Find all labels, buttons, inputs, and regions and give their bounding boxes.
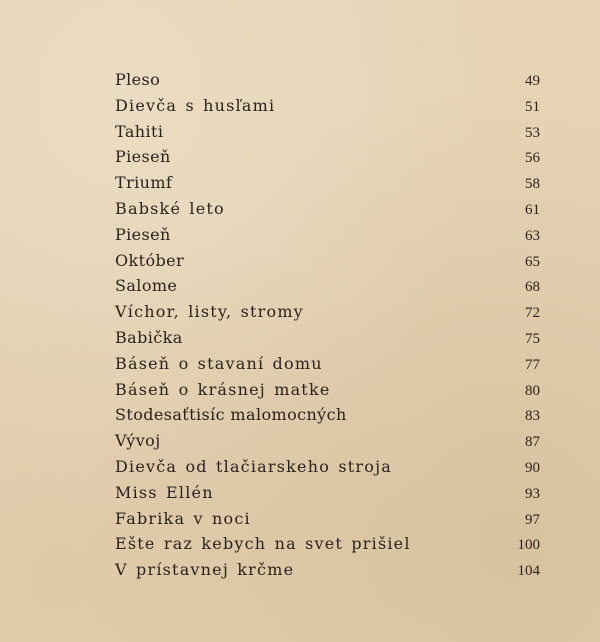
toc-entry-page: 104 [517,563,540,580]
toc-entry [115,557,540,583]
toc-entry-title: Babské leto [115,198,225,218]
toc-entry [115,144,540,170]
toc-entry-page: 63 [525,227,540,244]
toc-entry-title: Triumf [115,173,173,193]
toc-entry-title: Tahiti [115,121,164,141]
toc-entry-title: Dievča s husľami [115,95,276,115]
toc-entry-page: 53 [525,124,540,141]
toc-entry-page: 93 [525,485,540,502]
toc-entry [115,93,540,119]
toc-entry [115,170,540,196]
toc-entry [115,273,540,299]
toc-entry-title: V prístavnej krčme [115,560,295,580]
toc-entry-page: 65 [525,253,540,270]
toc-entry [115,454,540,480]
toc-entry-title: Salome [115,276,178,296]
toc-entry-title: Babička [115,327,183,347]
toc-entry-page: 51 [525,98,540,115]
toc-entry-page: 100 [517,537,540,554]
toc-entry-page: 72 [525,305,540,322]
toc-entry-title: Miss Ellén [115,482,214,502]
toc-entry-page: 90 [525,459,540,476]
toc-entry-title: Ešte raz kebych na svet prišiel [115,534,411,554]
toc-entry-title: Stodesaťtisíc malomocných [115,405,347,425]
toc-entry-page: 87 [525,434,540,451]
toc-entry-title: Báseň o stavaní domu [115,353,323,373]
toc-entry [115,428,540,454]
toc-entry-title: Báseň o krásnej matke [115,379,331,399]
toc-entry-page: 80 [525,382,540,399]
toc-entry-title: Pieseň [115,147,171,167]
toc-entry [115,196,540,222]
toc-entry [115,119,540,145]
toc-entry-page: 97 [525,511,540,528]
toc-entry [115,299,540,325]
toc-entry [115,531,540,557]
toc-entry-title: Pieseň [115,224,171,244]
toc-entry [115,325,540,351]
toc-entry-title: Vývoj [115,431,161,451]
toc-entry-page: 83 [525,408,540,425]
toc-entry-page: 49 [525,73,540,89]
toc-entry [115,480,540,506]
toc-entry [115,506,540,532]
toc-entry-title: Dievča od tlačiarskeho stroja [115,456,392,476]
toc-entry-title: Víchor, listy, stromy [115,302,304,322]
toc-entry-page: 58 [525,176,540,193]
toc-entry [115,222,540,248]
toc-entry [115,377,540,403]
toc-entry-title: Október [115,250,185,270]
toc-entry-page: 75 [525,330,540,347]
toc-entry-page: 61 [525,201,540,218]
toc-entry-page: 77 [525,356,540,373]
toc-entry [115,248,540,274]
toc-entry [115,402,540,428]
toc-entry-title: Fabrika v noci [115,508,251,528]
toc-entry-page: 68 [525,279,540,296]
toc-entry-title: Pleso [115,70,161,89]
toc-entry [115,351,540,377]
table-of-contents [115,67,540,583]
toc-entry [115,67,540,93]
toc-entry-page: 56 [525,150,540,167]
